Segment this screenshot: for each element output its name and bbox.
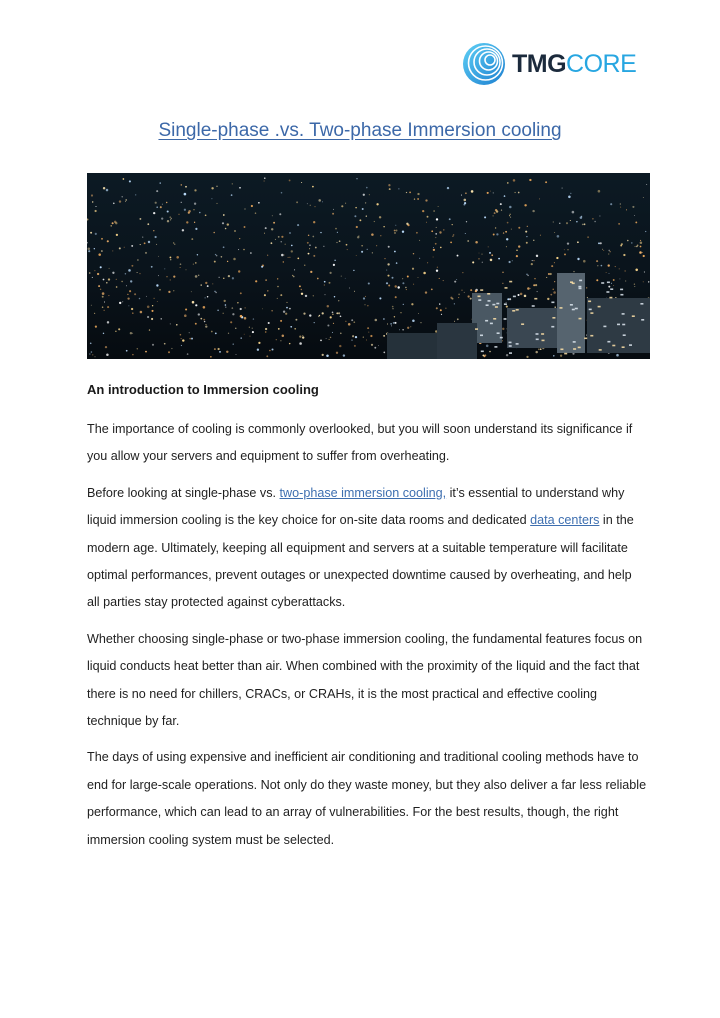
data-centers-link[interactable]: data centers (530, 513, 600, 528)
tmgcore-logo (462, 42, 636, 86)
logo-brand-light: CORE (566, 49, 637, 78)
section-heading: An introduction to Immersion cooling (87, 382, 319, 397)
paragraph-2-text-a: Before looking at single-phase vs. (87, 485, 280, 500)
two-phase-immersion-cooling-link[interactable]: two-phase immersion cooling, (279, 485, 447, 500)
logo-brand-bold: TMG (512, 49, 567, 78)
city-night-skyline-image (87, 173, 650, 359)
article-body (87, 382, 647, 863)
logo-wordmark (512, 49, 637, 78)
paragraph-2-text-c: in the modern age. Ultimately, keeping all equipment and servers at a suitable temperature will facilitate optimal performances, prevent outages or unexpected downtime caused by overheating, and help all parties stay protected against cyberattacks. (87, 513, 634, 610)
tmgcore-circle-logo-icon (462, 42, 506, 86)
document-title: Single-phase .vs. Two-phase Immersion cooling (158, 120, 562, 141)
paragraph-2-text-b: it’s essential to understand why liquid immersion cooling is the key choice for on-site data rooms and dedicated (87, 485, 625, 528)
paragraph-1: The importance of cooling is commonly overlooked, but you will soon understand its significance if you allow your servers and equipment to suffer from overheating. (87, 422, 633, 464)
paragraph-4: The days of using expensive and inefficient air conditioning and traditional cooling methods have to end for large-scale operations. Not only do they waste money, but they also deliver a far less reliable performance, which can lead to an array of vulnerabilities. For the best results, though, the right immersion cooling system must be selected. (87, 750, 647, 847)
paragraph-2 (87, 480, 647, 617)
paragraph-3: Whether choosing single-phase or two-phase immersion cooling, the fundamental features focus on liquid conducts heat better than air. When combined with the proximity of the liquid and the fact that there is no need for chillers, CRACs, or CRAHs, it is the most practical and effective cooling technique by far. (87, 631, 643, 729)
